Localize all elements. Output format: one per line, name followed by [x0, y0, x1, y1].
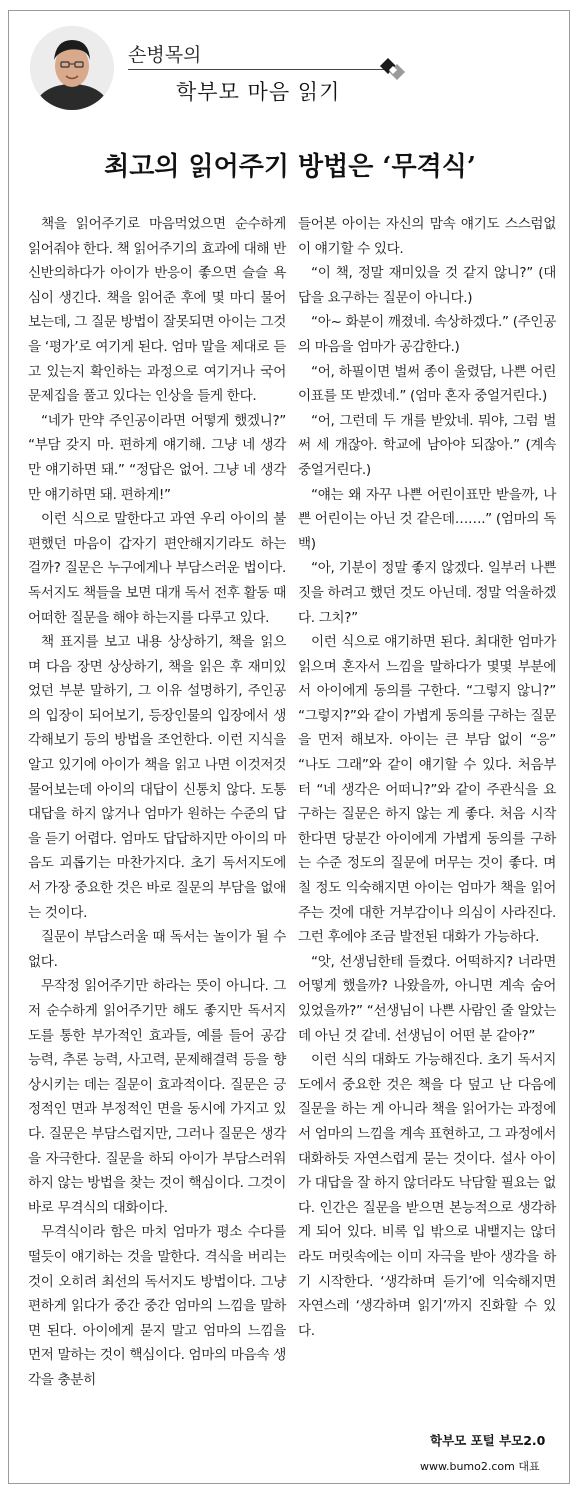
author-photo: [30, 26, 114, 110]
paragraph: “어, 하필이면 벌써 종이 울렸담, 나쁜 어린이표를 또 받겠네.” (엄마 혼자 중얼거린다.): [298, 363, 556, 405]
paragraph: 책을 읽어주기로 마음먹었으면 순수하게 읽어줘야 한다. 책 읽어주기의 효과에 대해 반신반의하다가 아이가 반응이 좋으면 슬슬 욕심이 생긴다. 책을 읽어준 후에 몇 마디 물어보는데, 그 질문 방법이 잘못되면 아이는 그것을 ‘평가’로 여기게 된다. 엄마 말을 제대로 듣고 있는지 확인하는 과정으로 여기거나 국어 문제집을 풀고 있다는 인상을 들게 한다.: [28, 216, 286, 405]
paragraph: “아~ 화분이 깨졌네. 속상하겠다.” (주인공의 마음을 엄마가 공감한다.): [298, 314, 556, 355]
paragraph: “아, 기분이 정말 좋지 않겠다. 일부러 나쁜 짓을 하려고 했던 것도 아닌데. 정말 억울하겠다. 그치?”: [298, 560, 556, 626]
paragraph: 책 표지를 보고 내용 상상하기, 책을 읽으며 다음 장면 상상하기, 책을 읽은 후 재미있었던 부분 말하기, 그 이유 설명하기, 주인공의 입장이 되어보기, 등장인물의 입장에서 생각해보기 등의 방법을 조언한다. 이런 지식을 알고 있기에 아이가 책을 읽고 나면 이것저것 물어보는데 아이의 대답이 신통치 않다. 도통 대답을 하지 않거나 엄마가 원하는 수준의 답을 듣기 어렵다. 엄마도 답답하지만 아이의 마음도 괴롭기는 마찬가지다. 초기 독서지도에서 가장 중요한 것은 바로 질문의 부담을 없애는 것이다.: [28, 634, 286, 921]
paragraph: 질문이 부담스러울 때 독서는 놀이가 될 수 없다.: [28, 929, 286, 970]
paragraph: 무격식이라 함은 마치 엄마가 평소 수다를 떨듯이 얘기하는 것을 말한다. 격식을 버리는 것이 오히려 최선의 독서지도 방법이다. 그냥 편하게 읽다가 중간 중간 엄마의 느낌을 말하면 된다. 아이에게 묻지 말고 엄마의 느낌을 먼저 말하는 것이 핵심이다. 엄마의 마음속 생각을 충분히: [28, 1224, 286, 1388]
article-title: 최고의 읽어주기 방법은 ‘무격식’: [104, 152, 476, 182]
header-divider: [128, 69, 390, 70]
paragraph: “이 책, 정말 재미있을 것 같지 않니?” (대답을 요구하는 질문이 아니다.): [298, 265, 556, 306]
series-title: 학부모 마음 읽기: [176, 80, 341, 104]
article-column-left: [28, 212, 286, 1393]
paragraph: “얘는 왜 자꾸 나쁜 어린이표만 받을까, 나쁜 어린이는 아닌 것 같은데…….” (엄마의 독백): [298, 486, 556, 552]
paragraph: 이런 식의 대화도 가능해진다. 초기 독서지도에서 중요한 것은 책을 다 덮고 난 다음에 질문을 하는 게 아니라 책을 읽어가는 과정에서 엄마의 느낌을 계속 표현하고, 그 과정에서 대화하듯 자연스럽게 묻는 것이다. 설사 아이가 대답을 잘 하지 않더라도 낙담할 필요는 없다. 인간은 질문을 받으면 본능적으로 생각하게 되어 있다. 비록 입 밖으로 내뱉지는 않더라도 머릿속에는 이미 자극을 받아 생각을 하기 시작한다. ‘생각하며 듣기’에 익숙해지면 자연스레 ‘생각하며 읽기’까지 진화할 수 있다.: [298, 1052, 556, 1339]
paragraph: 이런 식으로 말한다고 과연 우리 아이의 불편했던 마음이 갑자기 편안해지기라도 하는 걸까? 질문은 누구에게나 부담스러운 법이다. 독서지도 책들을 보면 대개 독서 전후 활동 때 어떠한 질문을 해야 하는지를 다루고 있다.: [28, 511, 286, 626]
diamond-ornament-icon: [378, 54, 408, 84]
paragraph: 이런 식으로 얘기하면 된다. 최대한 엄마가 읽으며 혼자서 느낌을 말하다가 몇몇 부분에서 아이에게 동의를 구한다. “그렇지 않니?” “그렇지?”와 같이 가볍게 동의를 구하는 질문을 먼저 해보자. 아이는 큰 부담 없이 “응” “나도 그래”와 같이 얘기할 수 있다. 처음부터 “네 생각은 어떠니?”와 같이 주관식을 요구하는 질문은 하지 않는 게 좋다. 처음 시작한다면 당분간 아이에게 가볍게 동의를 구하는 수준 정도의 질문에 머무는 것이 좋다. 며칠 정도 익숙해지면 아이는 엄마가 책을 읽어주는 것에 대한 거부감이나 의심이 사라진다. 그런 후에야 조금 발전된 대화가 가능하다.: [298, 634, 556, 946]
paragraph: “어, 그런데 두 개를 받았네. 뭐야, 그럼 벌써 세 개잖아. 학교에 남아야 되잖아.” (계속 중얼거린다.): [298, 412, 556, 478]
paragraph: “네가 만약 주인공이라면 어떻게 했겠니?” “부담 갖지 마. 편하게 얘기해. 그냥 네 생각만 얘기하면 돼.” “정답은 없어. 그냥 네 생각만 얘기하면 돼. 편하게!”: [28, 412, 286, 503]
source-credit: 학부모 포털 부모2.0: [430, 1433, 546, 1448]
series-author: 손병목의: [128, 44, 202, 66]
paragraph: 들어본 아이는 자신의 맘속 얘기도 스스럼없이 얘기할 수 있다.: [298, 216, 556, 257]
source-url: www.bumo2.com 대표: [420, 1460, 540, 1473]
article-column-right: [298, 212, 556, 1343]
paragraph: “앗, 선생님한테 들켰다. 어떡하지? 너라면 어떻게 했을까? 나왔을까, 아니면 계속 숨어 있었을까?” “선생님이 나쁜 사람인 줄 알았는데 아닌 것 같네. 선생님이 어떤 분 같아?”: [298, 953, 556, 1044]
paragraph: 무작정 읽어주기만 하라는 뜻이 아니다. 그저 순수하게 읽어주기만 해도 좋지만 독서지도를 통한 부가적인 효과들, 예를 들어 공감 능력, 추론 능력, 사고력, 문제해결력 등을 향상시키는 데는 질문이 효과적이다. 질문은 긍정적인 면과 부정적인 면을 동시에 가지고 있다. 질문은 부담스럽지만, 그러나 질문은 생각을 자극한다. 질문을 하되 아이가 부담스러워하지 않는 방법을 찾는 것이 핵심이다. 그것이 바로 무격식의 대화이다.: [28, 978, 286, 1216]
